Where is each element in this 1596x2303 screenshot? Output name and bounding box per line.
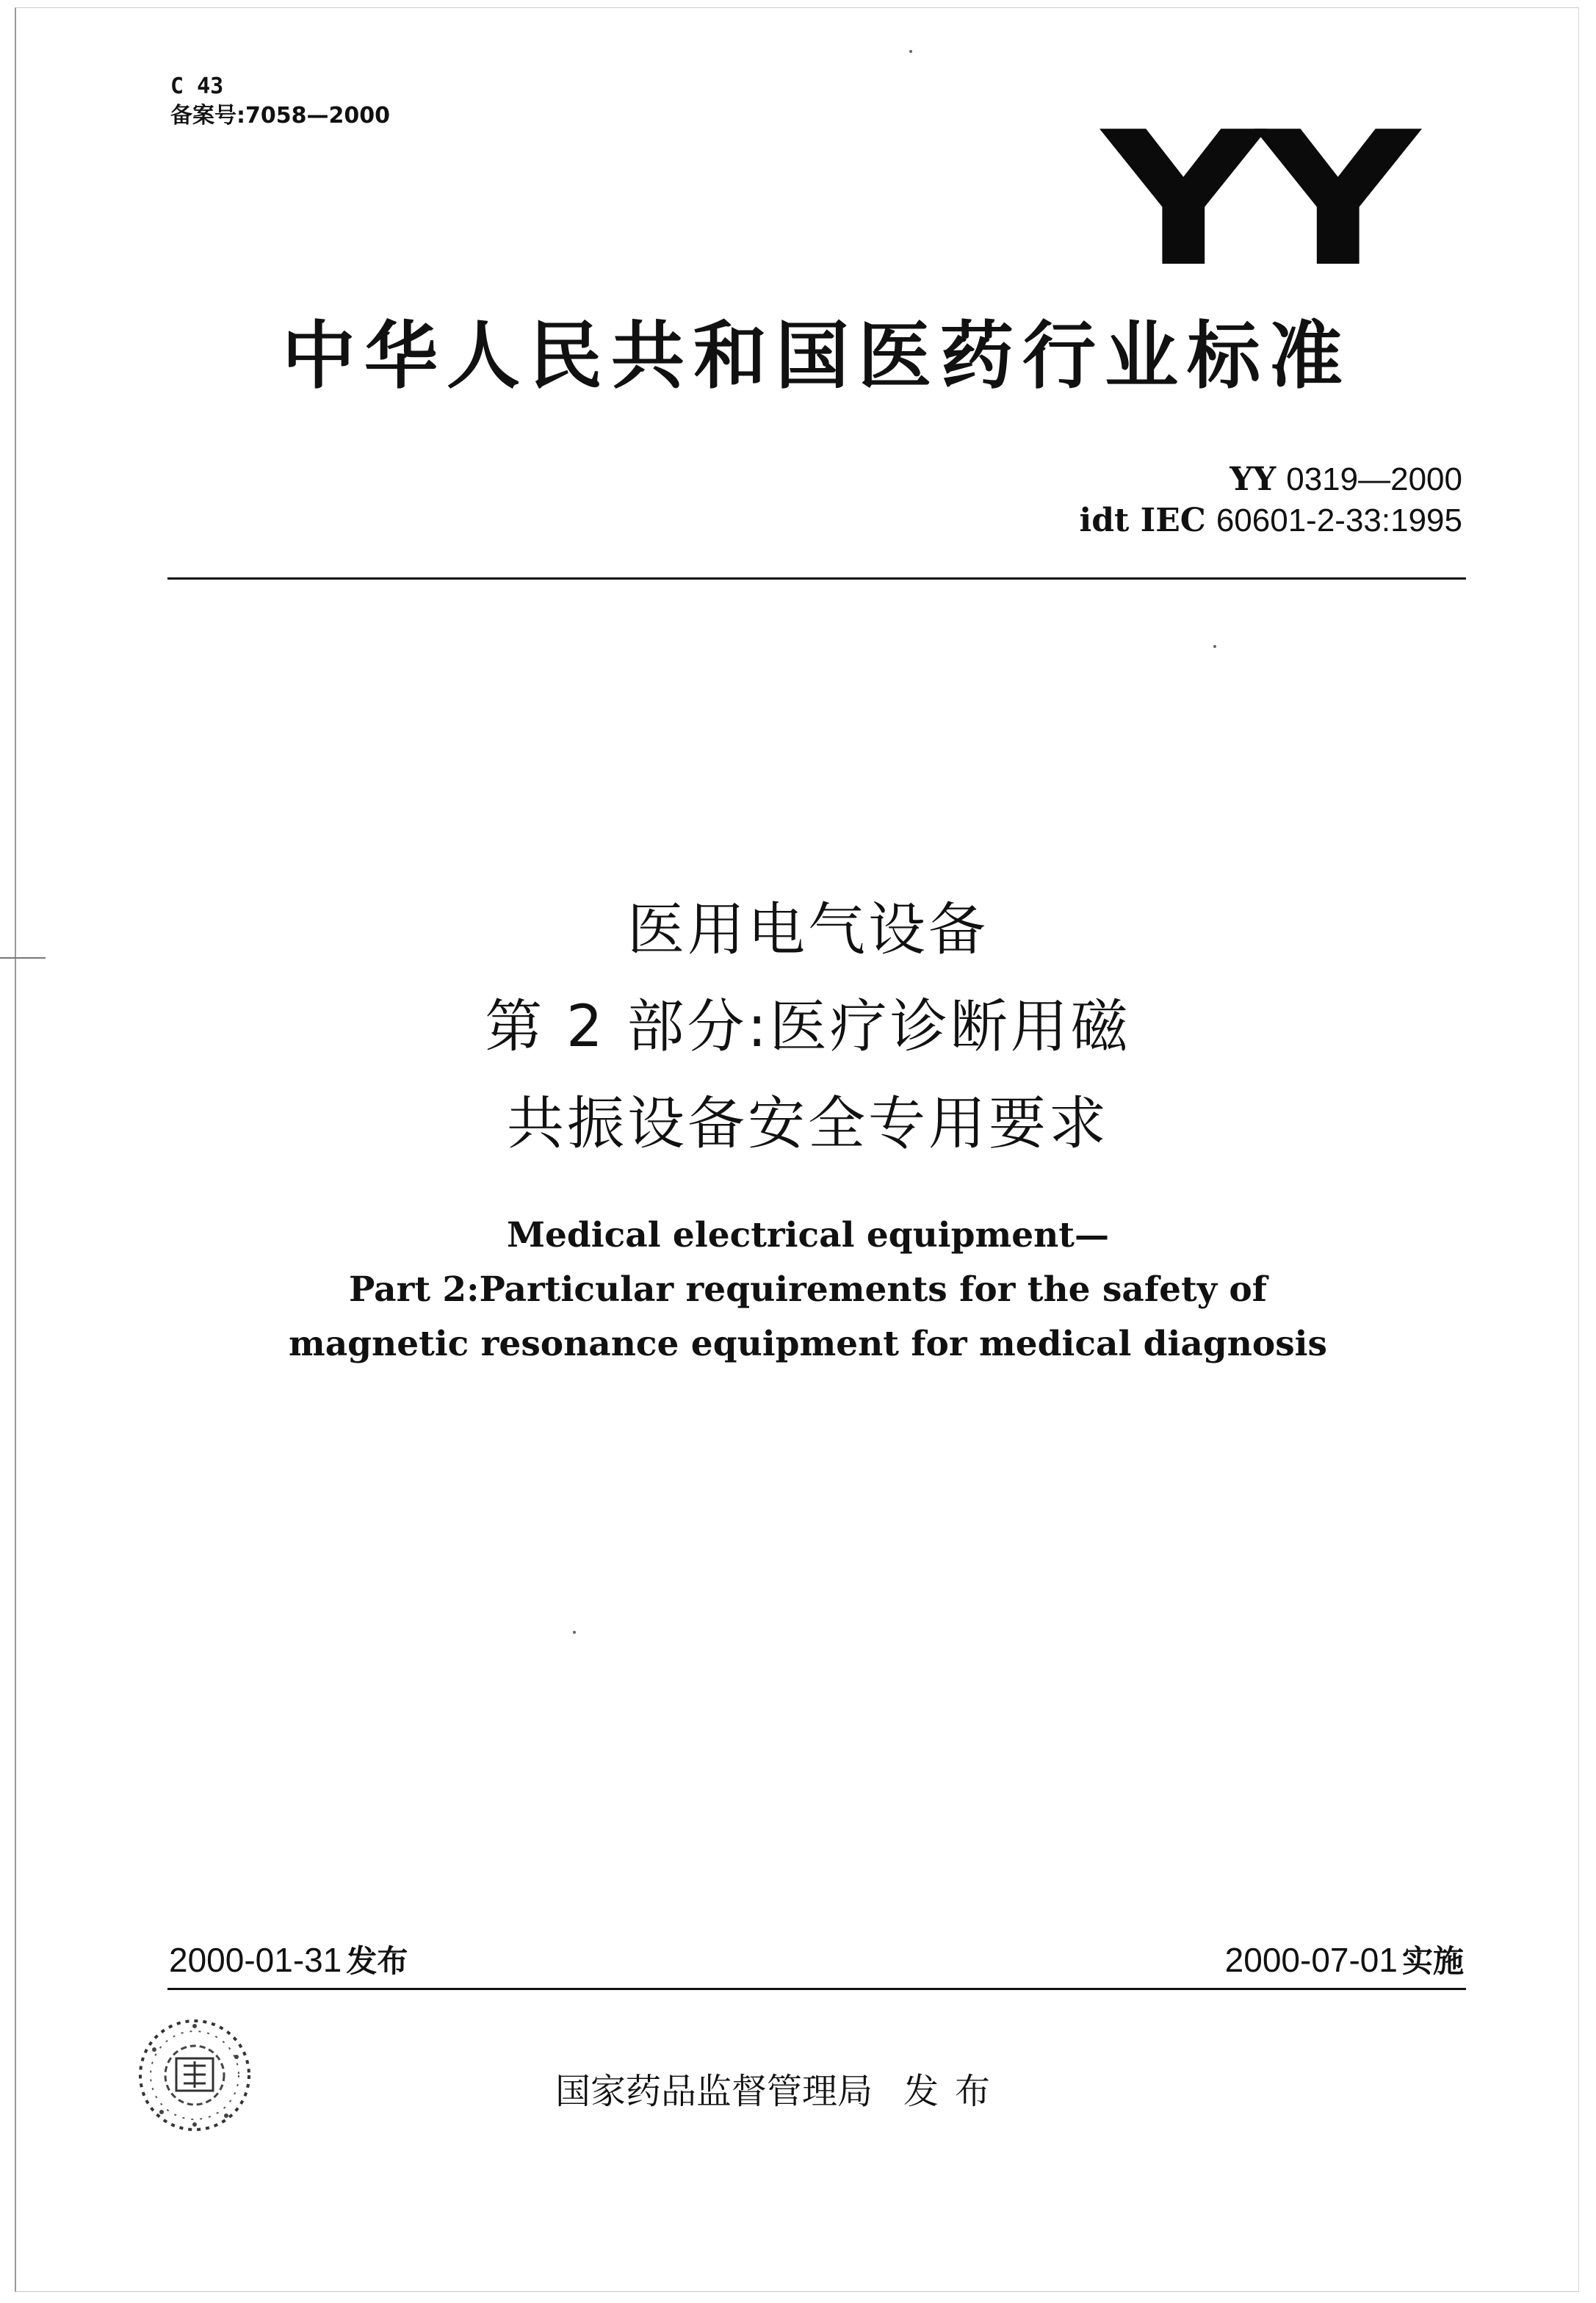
scan-speck (573, 1631, 576, 1634)
chinese-title-line-1: 医用电气设备 (627, 897, 989, 963)
english-title-line-1: Medical electrical equipment— (507, 1215, 1109, 1255)
english-title-line-2: Part 2:Particular requirements for the safety of (349, 1269, 1267, 1310)
scan-speck (909, 50, 912, 53)
issue-date (169, 1938, 408, 1983)
classification-code: C 43 (170, 73, 224, 99)
chinese-title (220, 882, 1395, 1172)
record-number: 备案号:7058—2000 (170, 103, 390, 129)
equivalence-number: 60601-2-33:1995 (1216, 502, 1462, 538)
edge-mark (0, 957, 46, 959)
chinese-title-line-3: 共振设备安全专用要求 (506, 1091, 1109, 1157)
yy-logo: YY (1102, 93, 1411, 308)
official-seal-icon (132, 2013, 257, 2138)
standard-number: 0319—2000 (1286, 461, 1462, 497)
standard-number-line (1080, 459, 1462, 500)
standard-prefix: YY (1230, 461, 1277, 498)
standard-code-block (1080, 459, 1462, 541)
english-title (220, 1208, 1395, 1372)
header-rule (167, 577, 1466, 580)
chinese-title-line-2: 第 2 部分:医疗诊断用磁 (485, 994, 1131, 1060)
issue-date-label: 发布 (346, 1943, 408, 1979)
scan-speck (1213, 645, 1216, 648)
effective-date (1225, 1938, 1464, 1983)
effective-date-value: 2000-07-01 (1224, 1941, 1398, 1979)
equivalence-prefix: idt IEC (1079, 502, 1206, 539)
issue-date-value: 2000-01-31 (169, 1941, 342, 1979)
publisher-line (555, 2068, 1006, 2115)
publisher-name: 国家药品监督管理局 (555, 2071, 873, 2112)
effective-date-label: 实施 (1401, 1943, 1464, 1979)
publisher-verb: 发布 (903, 2071, 1007, 2112)
equivalence-line (1080, 500, 1462, 541)
english-title-line-3: magnetic resonance equipment for medical diagnosis (288, 1324, 1328, 1364)
footer-rule (167, 1988, 1466, 1990)
standard-type-title: 中华人民共和国医药行业标准 (282, 313, 1351, 399)
